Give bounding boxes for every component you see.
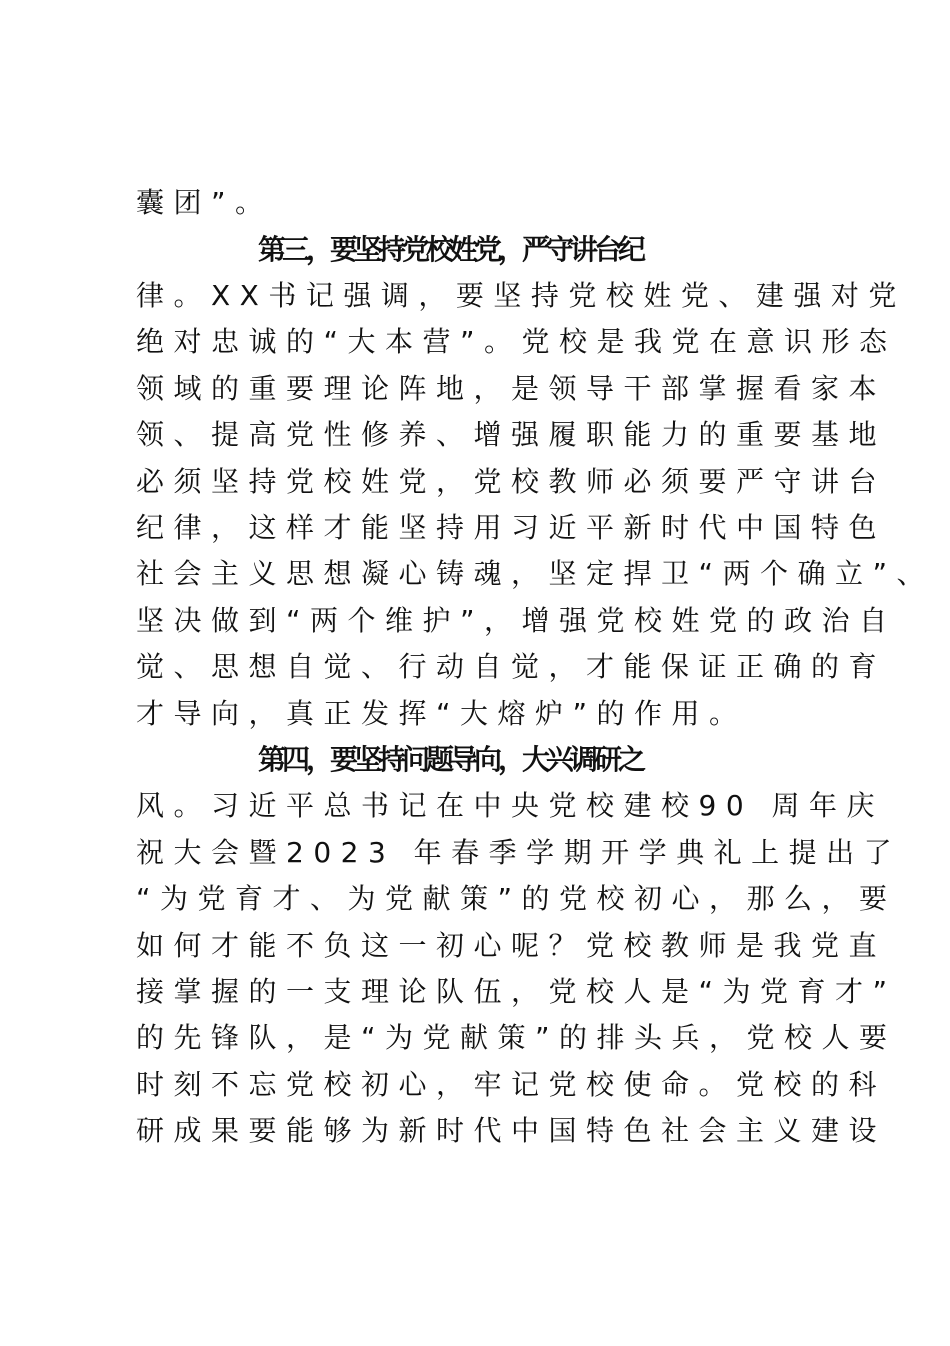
text-line: 风。习近平总书记在中央党校建校90 周年庆 [136,789,885,822]
text-line: 坚决做到“两个维护”，增强党校姓党的政治自 [136,604,897,637]
text-line: 领、提高党性修养、增强履职能力的重要基地 [136,418,887,451]
text-line: 时刻不忘党校初心，牢记党校使命。党校的科 [136,1068,887,1101]
text-line: 研成果要能够为新时代中国特色社会主义建设 [136,1114,887,1147]
text-line: 觉、思想自觉、行动自觉，才能保证正确的育 [136,650,887,683]
text-line: 才导向，真正发挥“大熔炉”的作用。 [136,697,747,730]
text-line: 必须坚持党校姓党，党校教师必须要严守讲台 [136,465,887,498]
text-line: 社会主义思想凝心铸魂，坚定捍卫“两个确立”、 [136,557,935,590]
text-line: 律。XX书记强调，要坚持党校姓党、建强对党 [136,279,906,312]
text-line: 接掌握的一支理论队伍，党校人是“为党育才” [136,975,897,1008]
text-line: 囊团”。 [136,186,273,219]
text-line: 领域的重要理论阵地，是领导干部掌握看家本 [136,372,887,405]
section-heading-fourth: 第四，要坚持问题导向，大兴调研之 [258,743,643,776]
text-line: 如何才能不负这一初心呢？党校教师是我党直 [136,929,887,962]
text-line: 绝对忠诚的“大本营”。党校是我党在意识形态 [136,325,897,358]
text-line: 纪律，这样才能坚持用习近平新时代中国特色 [136,511,887,544]
text-line: 的先锋队，是“为党献策”的排头兵，党校人要 [136,1021,897,1054]
section-heading-third: 第三，要坚持党校姓党，严守讲台纪 [258,233,643,266]
text-line: “为党育才、为党献策”的党校初心，那么，要 [136,882,897,915]
text-line: 祝大会暨2023 年春季学期开学典礼上提出了 [136,836,902,869]
